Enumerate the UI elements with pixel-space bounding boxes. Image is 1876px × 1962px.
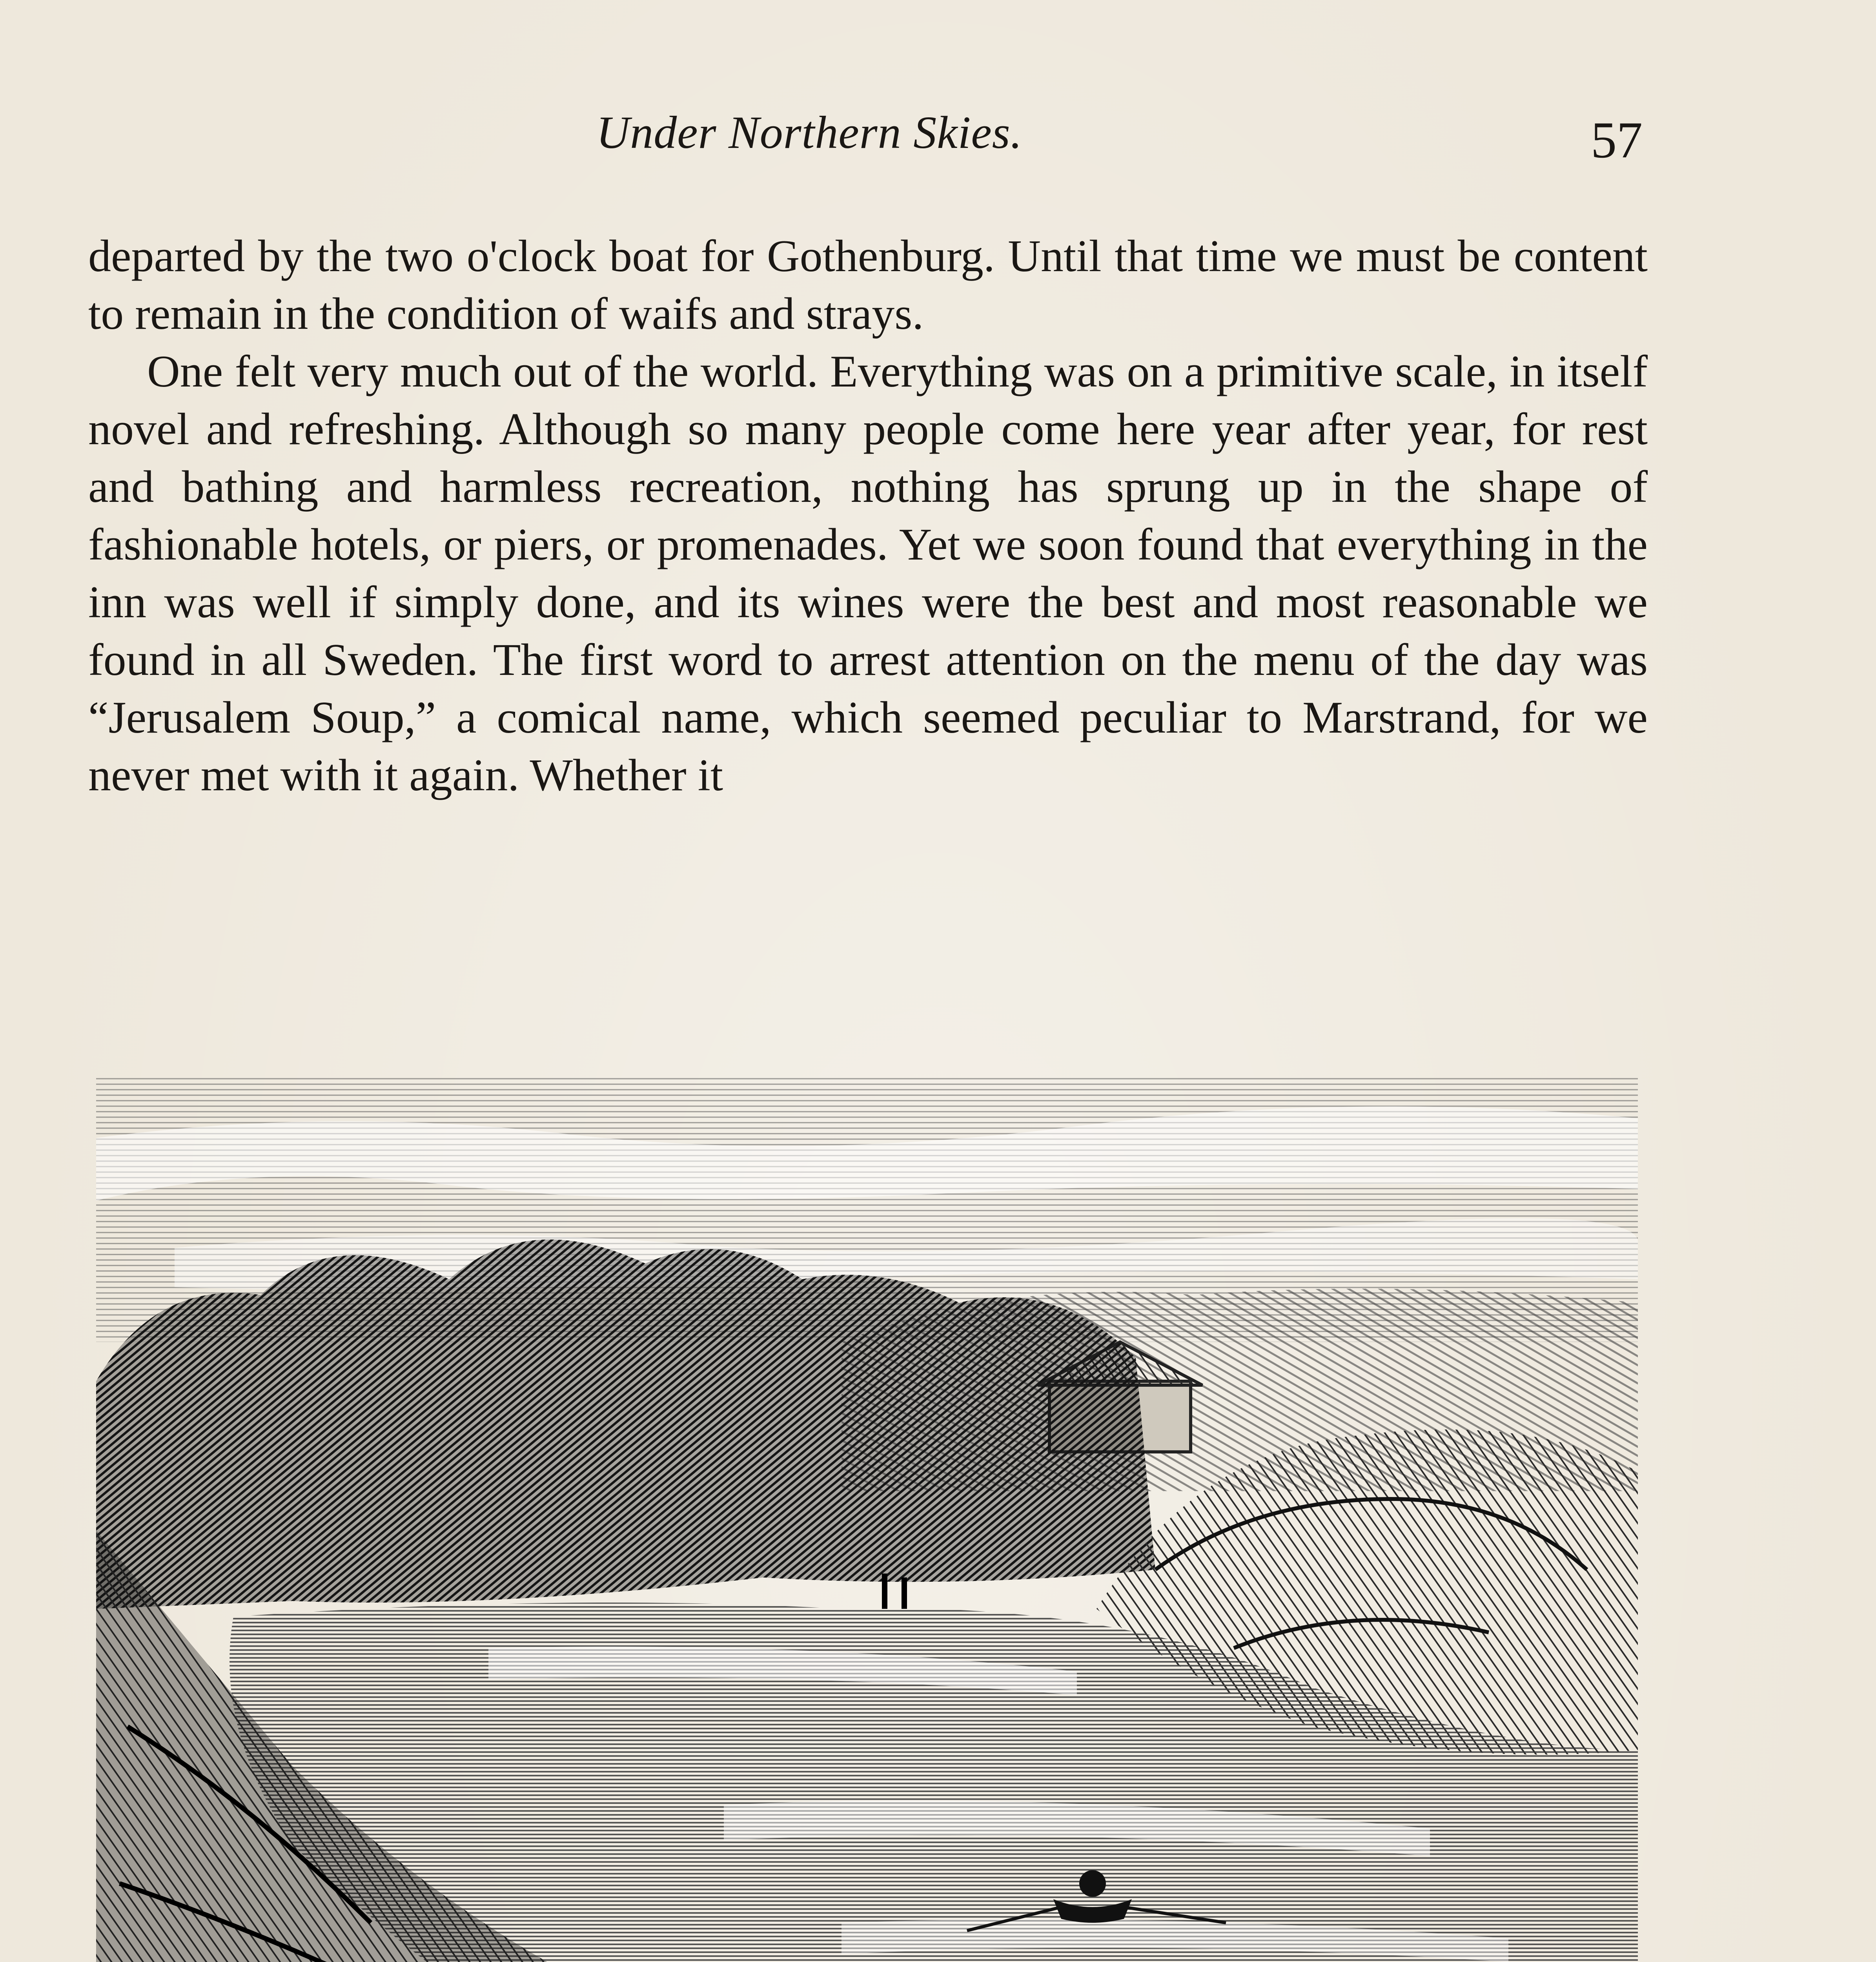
- paragraph: departed by the two o'clock boat for Gothenburg. Until that time we must be content to remain in the condition of waifs and strays.: [88, 231, 1648, 339]
- page-number: 57: [1591, 111, 1643, 169]
- running-title: Under Northern Skies.: [596, 107, 1023, 158]
- body-text-top: [88, 228, 1648, 804]
- paragraph: One felt very much out of the world. Everything was on a primitive scale, in itself novel and refreshing. Although so many people come here year after year, for rest and bathing and harmless recreation, nothing has sprung up in the shape of fashionable hotels, or piers, or promenades. Yet we soon found that everything in the inn was well if simply done, and its wines were the best and most reasonable we found in all Sweden. The first word to arrest attention on the menu of the day was “Jerusalem Soup,” a comical name, which seemed peculiar to Marstrand, for we never met with it again. Whether it: [88, 346, 1648, 800]
- marstrand-engraving: [96, 1059, 1638, 1962]
